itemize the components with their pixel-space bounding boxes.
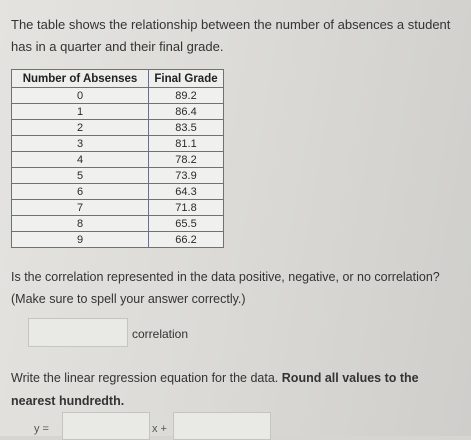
grade-cell: 73.9 xyxy=(149,168,224,184)
correlation-suffix-label: correlation xyxy=(132,327,189,341)
grade-cell: 71.8 xyxy=(149,200,224,216)
regression-prompt: Write the linear regression equation for the data. xyxy=(11,371,279,385)
table-row xyxy=(12,104,224,120)
absences-cell: 8 xyxy=(12,216,149,232)
equation-x-label: x + xyxy=(152,423,167,435)
absences-cell: 1 xyxy=(12,104,149,120)
grade-cell: 81.1 xyxy=(149,136,224,152)
grade-cell: 64.3 xyxy=(149,184,224,200)
table-row xyxy=(12,136,224,152)
absences-cell: 5 xyxy=(12,168,149,184)
absences-cell: 3 xyxy=(12,136,149,152)
absences-cell: 0 xyxy=(12,88,149,104)
table-row xyxy=(12,168,224,184)
absences-cell: 6 xyxy=(12,184,149,200)
absences-cell: 7 xyxy=(12,200,149,216)
grade-cell: 83.5 xyxy=(149,120,224,136)
grade-cell: 66.2 xyxy=(149,232,224,248)
problem-intro: The table shows the relationship between the number of absences a student has in a quarter and their final grade. xyxy=(11,17,451,54)
equation-y-label: y = xyxy=(34,423,49,435)
absences-cell: 4 xyxy=(12,152,149,168)
correlation-answer-input[interactable] xyxy=(28,318,128,347)
grade-cell: 86.4 xyxy=(149,104,224,120)
grade-cell: 78.2 xyxy=(149,152,224,168)
absences-cell: 2 xyxy=(12,120,149,136)
header-final-grade: Final Grade xyxy=(149,70,224,88)
spelling-note: (Make sure to spell your answer correctly.) xyxy=(11,292,246,306)
absences-grade-table xyxy=(11,69,224,248)
table-row xyxy=(12,120,224,136)
rounding-instruction: Round all values to the nearest hundredth. xyxy=(11,371,419,408)
table-row xyxy=(12,184,224,200)
correlation-question: Is the correlation represented in the data positive, negative, or no correlation? xyxy=(11,270,440,284)
table-row xyxy=(12,152,224,168)
header-absences: Number of Absenses xyxy=(12,70,149,88)
grade-cell: 89.2 xyxy=(149,88,224,104)
table-row xyxy=(12,232,224,248)
absences-cell: 9 xyxy=(12,232,149,248)
regression-question xyxy=(11,367,461,413)
table-row xyxy=(12,200,224,216)
table-header-row xyxy=(12,70,224,88)
grade-cell: 65.5 xyxy=(149,216,224,232)
table-row xyxy=(12,88,224,104)
table-row xyxy=(12,216,224,232)
